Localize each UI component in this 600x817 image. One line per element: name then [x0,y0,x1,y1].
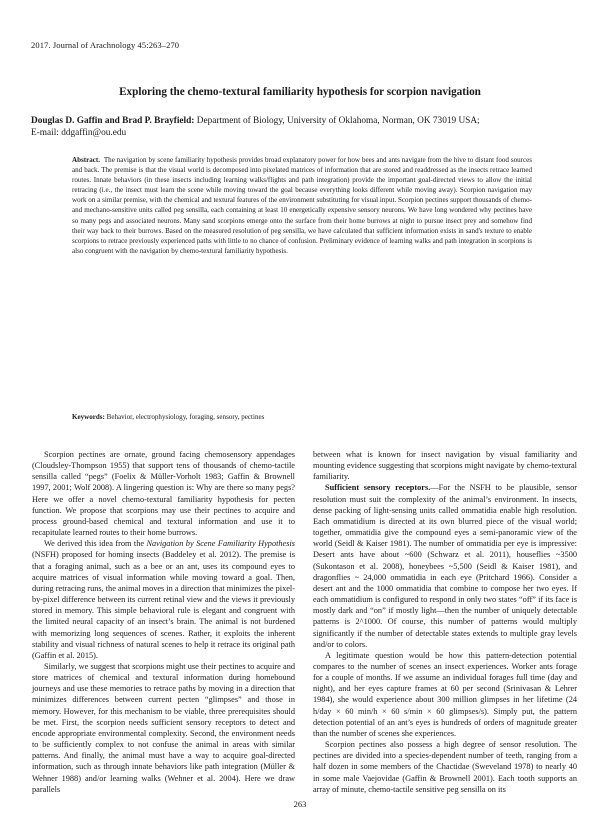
abstract-text: The navigation by scene familiarity hypothesis provides broad explanatory power for how bees and ants navigate from the hive to distant food sources and back. The premise is that the visual world is decomposed into pixelated matrices of information that are stored and readdressed as the insects retrace learned routes. Innate behaviors (in these insects including learning walks/flights and path integration) provide the important goal-directed views to allow the initial retracing (i.e., the insect must learn the scene while moving toward the goal because everything looks different while moving away). Scorpion navigation may work on a similar premise, with the chemical and textural features of the environment substituting for visual input. Scorpion pectines support thousands of chemo- and mechano-sensitive units called peg sensilla, each containing at least 10 energetically expensive sensory neurons. We have long wondered why pectines have so many pegs and associated neurons. Many sand scorpions emerge onto the surface from their home burrows at night to pursue insect prey and somehow find their way back to their burrows. Based on the measured resolution of peg sensilla, we have calculated that sufficient information exists in sand's texture to enable scorpions to retrace previously experienced paths with little to no chance of confusion. Preliminary evidence of learning walks and path integration in scorpions is also congruent with the navigation by chemo-textural familiarity hypothesis. [72,156,532,255]
abstract-label: Abstract. [72,156,100,164]
author-block [31,116,569,139]
page-number: 263 [293,799,307,809]
paragraph-nsfh-rest: (NSFH) proposed for homing insects (Baddeley et al. 2012). The premise is that a foraging animal, such as a bee or an ant, uses its compound eyes to acquire matrices of visual information while moving toward a goal. Then, during retracing runs, the animal moves in a direction that minimizes the pixel-by-pixel difference between its current retinal view and the views it previously stored in memory. This simple behavioral rule is elegant and congruent with the limited neural capacity of an insect’s brain. The animal is not burdened with memorizing long sequences of scenes. Rather, it exploits the inherent stability and visual richness of natural scenes to help it retrace its original path (Gaffin et al. 2015). [32,550,295,660]
keywords-text: Behavior, electrophysiology, foraging, sensory, pectines [104,413,265,421]
subheading-sensory-receptors: Sufficient sensory receptors. [325,483,431,493]
paragraph-sensory [313,482,577,649]
paragraph-nsfh [32,538,295,661]
paragraph-pectines: Scorpion pectines also possess a high degree of sensor resolution. The pectines are divided into a species-dependent number of teeth, ranging from a half dozen in some members of the Chactidae (Sweveland 1978) to nearly 40 in some male Vaejovidae (Gaffin & Brownell 2001). Each tooth supports an array of minute, chemo-tactile sensitive peg sensilla on its [313,740,577,794]
author-email: E-mail: ddgaffin@ou.edu [31,127,127,138]
paragraph-intro: Scorpion pectines are ornate, ground facing chemosensory appendages (Cloudsley-Thompson 1955) that support tens of thousands of chemo-tactile sensilla called “pegs” (Foelix & Müller-Vorholt 1983; Gaffin & Brownell 1997, 2001; Wolf 2008). A lingering question is: Why are there so many pegs? Here we offer a novel chemo-textural familiarity hypothesis for pecten function. We propose that scorpions may use their pectines to acquire and process ground-based chemical and textural information and use it to recapitulate learned routes to their home burrows. [32,450,295,538]
paragraph-nsfh-start: We derived this idea from the [44,539,147,549]
nsfh-term: Navigation by Scene Familiarity Hypothesis [146,539,295,549]
body-column-left [32,449,295,795]
journal-citation: 2017. Journal of Arachnology 45:263–270 [31,40,180,50]
article-title: Exploring the chemo-textural familiarity hypothesis for scorpion navigation [119,86,481,98]
abstract [72,155,532,256]
paragraph-prerequisites: Similarly, we suggest that scorpions might use their pectines to acquire and store matrices of chemical and textural information during homebound journeys and use these memories to retrace paths by moving in a direction that minimizes differences between current pecten “glimpses” and those in memory. However, for this mechanism to be viable, three prerequisites should be met. First, the scorpion needs sufficient sensory receptors to detect and encode appropriate environmental complexity. Second, the environment needs to be sufficiently complex to not confuse the animal in areas with similar patterns. And finally, the animal must have a way to acquire goal-directed information, such as through innate behaviors like path integration (Müller & Wehner 1988) and/or learning walks (Wehner et al. 2004). Here we draw parallels [32,661,295,794]
author-names: Douglas D. Gaffin and Brad P. Brayfield: [31,116,195,126]
paragraph-sensory-text: —For the NSFH to be plausible, sensor resolution must suit the complexity of the animal’s environment. In insects, dense packing of light-sensing units called ommatidia enable high resolution. Each ommatidium is directed at its own blurred piece of the visual world; together, ommatidia give the compound eyes a semi-panoramic view of the world (Seidl & Kaiser 1981). The number of ommatidia per eye is impressive: Desert ants have about ~600 (Schwarz et al. 2011), houseflies ~3500 (Sukontason et al. 2008), honeybees ~5,500 (Seidl & Kaiser 1981), and dragonflies ~ 24,000 ommatidia in each eye (Pritchard 1966). Consider a desert ant and the 1000 ommatidia that combine to compose her two eyes. If each ommatidium is configured to respond in only two states “off” if its face is mostly dark and “on” if mostly light—then the number of uniquely detectable patterns is 2^1000. Of course, this number of patterns would multiply significantly if the number of detectable states extends to multiple gray levels and/or to colors. [313,483,577,649]
keywords [72,413,532,421]
body-column-right [313,449,577,795]
paragraph-continuation: between what is known for insect navigation by visual familiarity and mounting evidence suggesting that scorpions might navigate by chemo-textural familiarity. [313,450,577,482]
author-affiliation: Department of Biology, University of Oklahoma, Norman, OK 73019 USA; [194,116,480,126]
keywords-label: Keywords: [72,413,105,421]
paragraph-pattern-detection: A legitimate question would be how this pattern-detection potential compares to the number of scenes an insect experiences. Worker ants forage for a couple of months. If we assume an individual forages full time (day and night), and her eyes capture frames at 60 per second (Srinivasan & Lehrer 1984), she would experience about 300 million glimpses in her lifetime (24 h/day × 60 min/h × 60 s/min × 60 glimpses/s). Simply put, the pattern detection potential of an ant’s eyes is hundreds of orders of magnitude greater than the number of scenes she experiences. [313,650,577,738]
